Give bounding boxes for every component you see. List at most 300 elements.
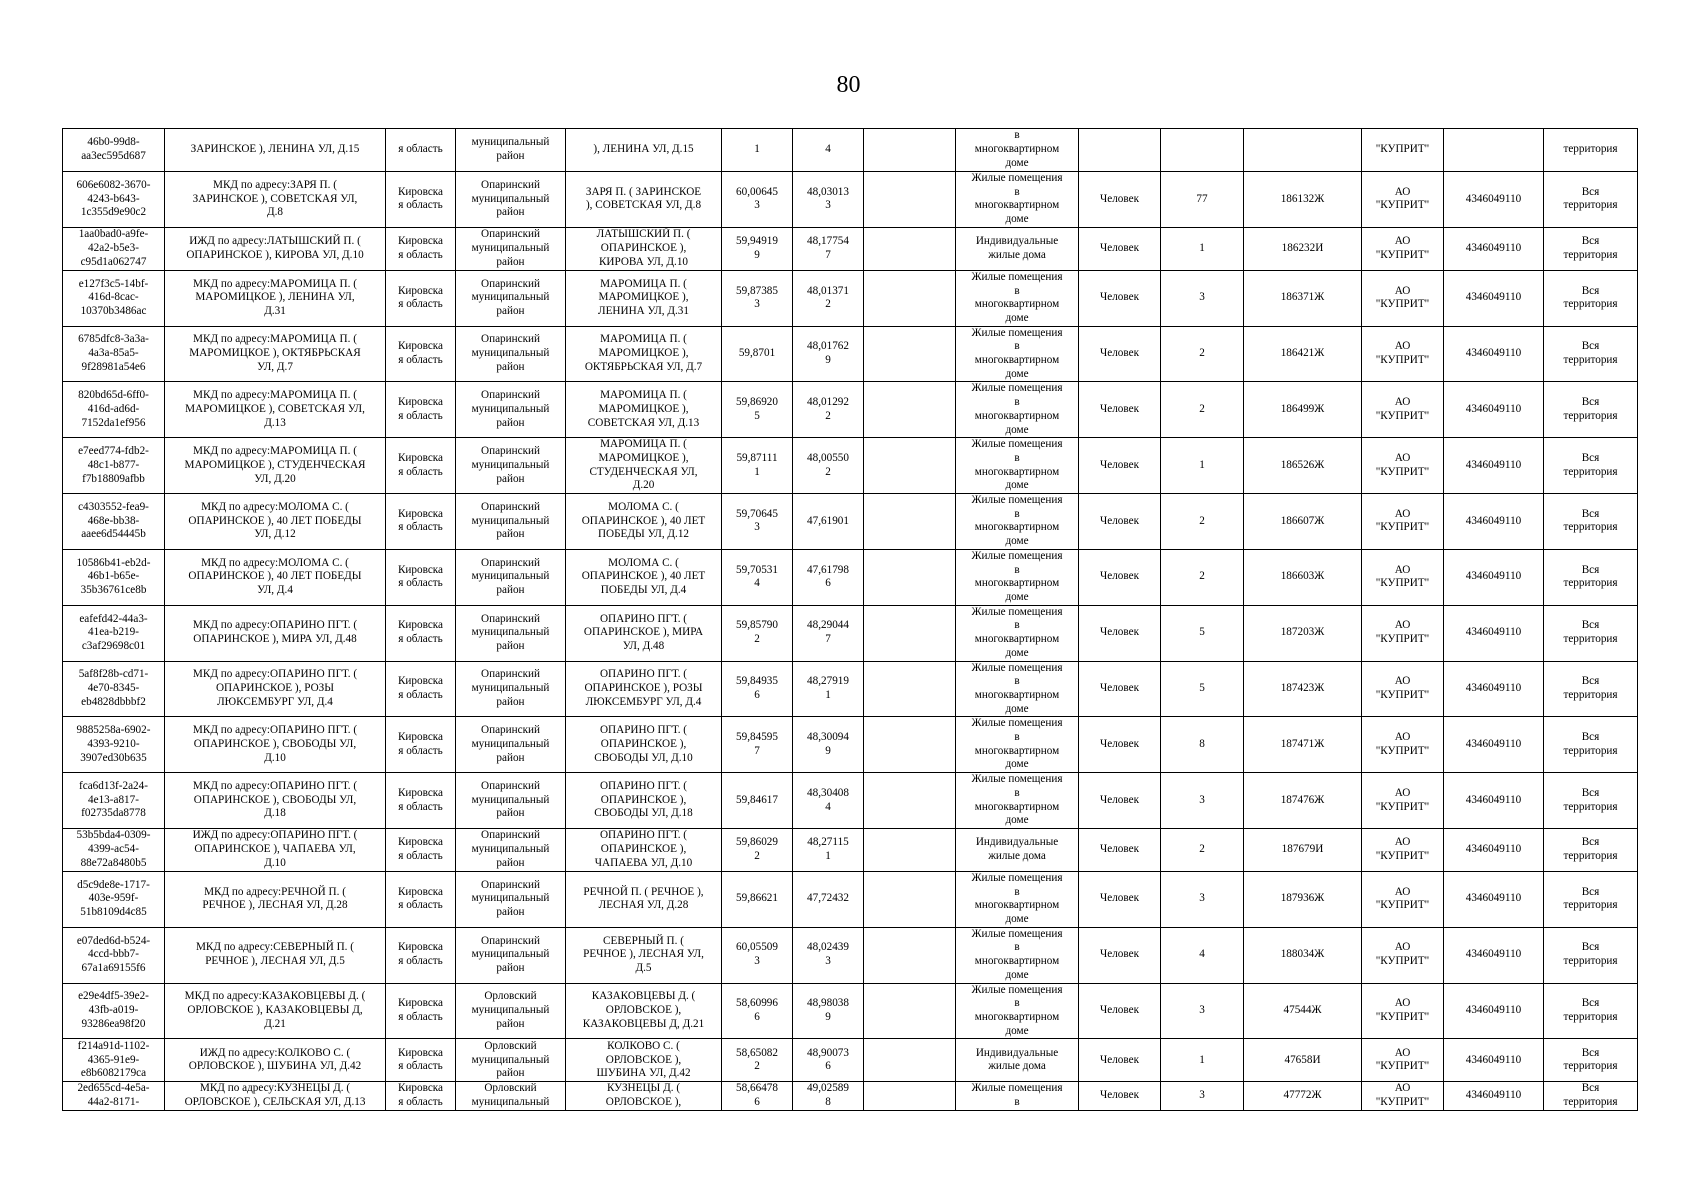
cell-latitude: 59,86920 5 [722, 382, 793, 438]
cell-unit: Человек [1079, 270, 1161, 326]
cell-code: 187679И [1244, 828, 1362, 871]
table-row [63, 227, 1638, 270]
table-row [63, 172, 1638, 228]
cell-object-id: e7eed774-fdb2- 48c1-b877- f7b18809afbb [63, 438, 165, 494]
cell-object-name: ИЖД по адресу:ОПАРИНО ПГТ. ( ОПАРИНСКОЕ ), ЧАПАЕВА УЛ, Д.10 [165, 828, 386, 871]
cell-code: 187471Ж [1244, 717, 1362, 773]
cell-count: 1 [1161, 227, 1244, 270]
cell-object-id: c4303552-fea9- 468e-bb38- aaee6d54445b [63, 494, 165, 550]
table-row [63, 1039, 1638, 1082]
cell-object-name: ИЖД по адресу:КОЛКОВО С. ( ОРЛОВСКОЕ ), ШУБИНА УЛ, Д.42 [165, 1039, 386, 1082]
cell-unit: Человек [1079, 828, 1161, 871]
cell-region: я область [386, 129, 456, 172]
cell-housing-type: Жилые помещения в многоквартирном доме [956, 661, 1079, 717]
cell-count: 2 [1161, 549, 1244, 605]
cell-object-name: МКД по адресу:МАРОМИЦА П. ( МАРОМИЦКОЕ ), СОВЕТСКАЯ УЛ, Д.13 [165, 382, 386, 438]
cell-count: 2 [1161, 828, 1244, 871]
cell-empty [864, 129, 956, 172]
table-row [63, 605, 1638, 661]
table-body [63, 129, 1638, 1111]
cell-code: 186526Ж [1244, 438, 1362, 494]
cell-region: Кировска я область [386, 828, 456, 871]
cell-longitude: 48,98038 9 [793, 983, 864, 1039]
cell-object-name: МКД по адресу:СЕВЕРНЫЙ П. ( РЕЧНОЕ ), ЛЕСНАЯ УЛ, Д.5 [165, 927, 386, 983]
cell-longitude: 48,27115 1 [793, 828, 864, 871]
cell-region: Кировска я область [386, 227, 456, 270]
cell-organization: АО "КУПРИТ" [1362, 871, 1444, 927]
cell-longitude: 47,61901 [793, 494, 864, 550]
cell-region: Кировска я область [386, 661, 456, 717]
cell-count: 3 [1161, 270, 1244, 326]
cell-district: Орловский муниципальный [456, 1082, 566, 1110]
cell-unit: Человек [1079, 983, 1161, 1039]
table-row [63, 871, 1638, 927]
cell-latitude: 59,86621 [722, 871, 793, 927]
cell-inn: 4346049110 [1444, 1082, 1544, 1110]
cell-address: ОПАРИНО ПГТ. ( ОПАРИНСКОЕ ), ЧАПАЕВА УЛ, Д.10 [566, 828, 722, 871]
cell-housing-type: Жилые помещения в многоквартирном доме [956, 549, 1079, 605]
cell-territory: Вся территория [1544, 270, 1638, 326]
cell-count: 8 [1161, 717, 1244, 773]
cell-object-name: МКД по адресу:ЗАРЯ П. ( ЗАРИНСКОЕ ), СОВЕТСКАЯ УЛ, Д.8 [165, 172, 386, 228]
cell-territory: Вся территория [1544, 927, 1638, 983]
cell-longitude: 48,30408 4 [793, 773, 864, 829]
cell-region: Кировска я область [386, 1039, 456, 1082]
cell-object-id: 10586b41-eb2d- 46b1-b65e- 35b36761ce8b [63, 549, 165, 605]
cell-object-id: e07ded6d-b524- 4ccd-bbb7- 67a1a69155f6 [63, 927, 165, 983]
cell-district: Опаринский муниципальный район [456, 871, 566, 927]
cell-organization: АО "КУПРИТ" [1362, 438, 1444, 494]
cell-address: РЕЧНОЙ П. ( РЕЧНОЕ ), ЛЕСНАЯ УЛ, Д.28 [566, 871, 722, 927]
cell-district: Опаринский муниципальный район [456, 605, 566, 661]
cell-count: 2 [1161, 494, 1244, 550]
cell-inn: 4346049110 [1444, 1039, 1544, 1082]
cell-code: 186421Ж [1244, 326, 1362, 382]
cell-organization: АО "КУПРИТ" [1362, 549, 1444, 605]
table-row [63, 129, 1638, 172]
cell-organization: АО "КУПРИТ" [1362, 172, 1444, 228]
cell-territory: Вся территория [1544, 871, 1638, 927]
cell-region: Кировска я область [386, 549, 456, 605]
cell-district: муниципальный район [456, 129, 566, 172]
cell-region: Кировска я область [386, 382, 456, 438]
cell-region: Кировска я область [386, 326, 456, 382]
cell-territory: Вся территория [1544, 661, 1638, 717]
cell-territory: Вся территория [1544, 605, 1638, 661]
cell-latitude: 58,65082 2 [722, 1039, 793, 1082]
cell-territory: Вся территория [1544, 773, 1638, 829]
cell-latitude: 59,84935 6 [722, 661, 793, 717]
cell-region: Кировска я область [386, 438, 456, 494]
cell-longitude: 47,72432 [793, 871, 864, 927]
cell-latitude: 58,60996 6 [722, 983, 793, 1039]
cell-unit: Человек [1079, 871, 1161, 927]
cell-region: Кировска я область [386, 494, 456, 550]
cell-object-name: МКД по адресу:МОЛОМА С. ( ОПАРИНСКОЕ ), 40 ЛЕТ ПОБЕДЫ УЛ, Д.12 [165, 494, 386, 550]
cell-unit: Человек [1079, 438, 1161, 494]
cell-object-id: 606e6082-3670- 4243-b643- 1c355d9e90c2 [63, 172, 165, 228]
table-row [63, 717, 1638, 773]
cell-address: МАРОМИЦА П. ( МАРОМИЦКОЕ ), СТУДЕНЧЕСКАЯ УЛ, Д.20 [566, 438, 722, 494]
cell-code: 186132Ж [1244, 172, 1362, 228]
cell-object-id: 6785dfc8-3a3a- 4a3a-85a5- 9f28981a54e6 [63, 326, 165, 382]
cell-count [1161, 129, 1244, 172]
cell-district: Опаринский муниципальный район [456, 717, 566, 773]
cell-count: 1 [1161, 438, 1244, 494]
cell-address: ОПАРИНО ПГТ. ( ОПАРИНСКОЕ ), МИРА УЛ, Д.48 [566, 605, 722, 661]
cell-housing-type: Жилые помещения в многоквартирном доме [956, 172, 1079, 228]
cell-inn: 4346049110 [1444, 773, 1544, 829]
table-row [63, 270, 1638, 326]
cell-latitude: 59,70531 4 [722, 549, 793, 605]
cell-code: 186603Ж [1244, 549, 1362, 605]
cell-housing-type: Индивидуальные жилые дома [956, 227, 1079, 270]
cell-inn: 4346049110 [1444, 326, 1544, 382]
cell-count: 77 [1161, 172, 1244, 228]
cell-address: ОПАРИНО ПГТ. ( ОПАРИНСКОЕ ), РОЗЫ ЛЮКСЕМБУРГ УЛ, Д.4 [566, 661, 722, 717]
cell-latitude: 59,85790 2 [722, 605, 793, 661]
cell-territory: Вся территория [1544, 172, 1638, 228]
table-row [63, 927, 1638, 983]
cell-longitude: 49,02589 8 [793, 1082, 864, 1110]
cell-empty [864, 717, 956, 773]
cell-longitude: 48,90073 6 [793, 1039, 864, 1082]
cell-district: Опаринский муниципальный район [456, 270, 566, 326]
cell-organization: АО "КУПРИТ" [1362, 326, 1444, 382]
cell-organization: АО "КУПРИТ" [1362, 773, 1444, 829]
cell-code: 187423Ж [1244, 661, 1362, 717]
cell-object-name: МКД по адресу:МАРОМИЦА П. ( МАРОМИЦКОЕ ), ОКТЯБРЬСКАЯ УЛ, Д.7 [165, 326, 386, 382]
cell-organization: АО "КУПРИТ" [1362, 227, 1444, 270]
cell-inn: 4346049110 [1444, 983, 1544, 1039]
cell-object-name: МКД по адресу:КАЗАКОВЦЕВЫ Д. ( ОРЛОВСКОЕ ), КАЗАКОВЦЕВЫ Д, Д.21 [165, 983, 386, 1039]
cell-organization: АО "КУПРИТ" [1362, 270, 1444, 326]
cell-longitude: 48,01762 9 [793, 326, 864, 382]
cell-address: ЗАРЯ П. ( ЗАРИНСКОЕ ), СОВЕТСКАЯ УЛ, Д.8 [566, 172, 722, 228]
cell-housing-type: Жилые помещения в многоквартирном доме [956, 717, 1079, 773]
cell-unit: Человек [1079, 717, 1161, 773]
cell-count: 3 [1161, 871, 1244, 927]
cell-latitude: 58,66478 6 [722, 1082, 793, 1110]
cell-unit: Человек [1079, 1039, 1161, 1082]
cell-organization: АО "КУПРИТ" [1362, 661, 1444, 717]
cell-code: 187476Ж [1244, 773, 1362, 829]
cell-territory: Вся территория [1544, 494, 1638, 550]
cell-organization: АО "КУПРИТ" [1362, 927, 1444, 983]
cell-district: Орловский муниципальный район [456, 983, 566, 1039]
cell-longitude: 48,00550 2 [793, 438, 864, 494]
cell-latitude: 59,84595 7 [722, 717, 793, 773]
cell-object-id: 53b5bda4-0309- 4399-ac54- 88e72a8480b5 [63, 828, 165, 871]
cell-housing-type: Жилые помещения в многоквартирном доме [956, 605, 1079, 661]
cell-region: Кировска я область [386, 172, 456, 228]
cell-latitude: 59,94919 9 [722, 227, 793, 270]
cell-inn: 4346049110 [1444, 172, 1544, 228]
cell-district: Опаринский муниципальный район [456, 382, 566, 438]
cell-latitude: 59,87385 3 [722, 270, 793, 326]
cell-object-id: f214a91d-1102- 4365-91e9- e8b6082179ca [63, 1039, 165, 1082]
cell-district: Опаринский муниципальный район [456, 438, 566, 494]
cell-unit: Человек [1079, 605, 1161, 661]
cell-inn: 4346049110 [1444, 871, 1544, 927]
cell-object-name: ИЖД по адресу:ЛАТЫШСКИЙ П. ( ОПАРИНСКОЕ ), КИРОВА УЛ, Д.10 [165, 227, 386, 270]
cell-housing-type: Жилые помещения в многоквартирном доме [956, 382, 1079, 438]
cell-latitude: 59,8701 [722, 326, 793, 382]
cell-empty [864, 773, 956, 829]
cell-address: МАРОМИЦА П. ( МАРОМИЦКОЕ ), ОКТЯБРЬСКАЯ УЛ, Д.7 [566, 326, 722, 382]
cell-district: Опаринский муниципальный район [456, 494, 566, 550]
cell-object-id: 1aa0bad0-a9fe- 42a2-b5e3- c95d1a062747 [63, 227, 165, 270]
cell-object-id: 820bd65d-6ff0- 416d-ad6d- 7152da1ef956 [63, 382, 165, 438]
cell-code: 186499Ж [1244, 382, 1362, 438]
cell-code: 47544Ж [1244, 983, 1362, 1039]
cell-inn: 4346049110 [1444, 227, 1544, 270]
cell-latitude: 60,00645 3 [722, 172, 793, 228]
cell-empty [864, 326, 956, 382]
cell-empty [864, 871, 956, 927]
cell-empty [864, 1039, 956, 1082]
cell-object-name: МКД по адресу:ОПАРИНО ПГТ. ( ОПАРИНСКОЕ ), МИРА УЛ, Д.48 [165, 605, 386, 661]
cell-empty [864, 828, 956, 871]
table-row [63, 828, 1638, 871]
cell-address: ЛАТЫШСКИЙ П. ( ОПАРИНСКОЕ ), КИРОВА УЛ, Д.10 [566, 227, 722, 270]
cell-latitude: 59,84617 [722, 773, 793, 829]
cell-inn: 4346049110 [1444, 270, 1544, 326]
cell-empty [864, 494, 956, 550]
cell-count: 2 [1161, 326, 1244, 382]
cell-code: 187936Ж [1244, 871, 1362, 927]
cell-code: 187203Ж [1244, 605, 1362, 661]
cell-unit: Человек [1079, 1082, 1161, 1110]
cell-object-id: 5af8f28b-cd71- 4e70-8345- eb4828dbbbf2 [63, 661, 165, 717]
cell-object-name: ЗАРИНСКОЕ ), ЛЕНИНА УЛ, Д.15 [165, 129, 386, 172]
cell-territory: Вся территория [1544, 326, 1638, 382]
cell-inn: 4346049110 [1444, 927, 1544, 983]
cell-empty [864, 438, 956, 494]
cell-address: ОПАРИНО ПГТ. ( ОПАРИНСКОЕ ), СВОБОДЫ УЛ, Д.10 [566, 717, 722, 773]
cell-latitude: 1 [722, 129, 793, 172]
cell-inn: 4346049110 [1444, 549, 1544, 605]
cell-address: КУЗНЕЦЫ Д. ( ОРЛОВСКОЕ ), [566, 1082, 722, 1110]
cell-territory: территория [1544, 129, 1638, 172]
cell-unit: Человек [1079, 927, 1161, 983]
table-row [63, 983, 1638, 1039]
cell-empty [864, 661, 956, 717]
page-number: 80 [836, 72, 861, 98]
cell-inn: 4346049110 [1444, 438, 1544, 494]
cell-address: ), ЛЕНИНА УЛ, Д.15 [566, 129, 722, 172]
cell-longitude: 48,03013 3 [793, 172, 864, 228]
cell-longitude: 48,27919 1 [793, 661, 864, 717]
table-row [63, 326, 1638, 382]
cell-district: Опаринский муниципальный район [456, 549, 566, 605]
cell-unit: Человек [1079, 549, 1161, 605]
cell-code: 186232И [1244, 227, 1362, 270]
cell-code: 47658И [1244, 1039, 1362, 1082]
cell-organization: АО "КУПРИТ" [1362, 983, 1444, 1039]
cell-code: 186607Ж [1244, 494, 1362, 550]
cell-object-name: МКД по адресу:МАРОМИЦА П. ( МАРОМИЦКОЕ ), ЛЕНИНА УЛ, Д.31 [165, 270, 386, 326]
cell-housing-type: Жилые помещения в многоквартирном доме [956, 983, 1079, 1039]
cell-longitude: 4 [793, 129, 864, 172]
cell-territory: Вся территория [1544, 828, 1638, 871]
cell-object-name: МКД по адресу:ОПАРИНО ПГТ. ( ОПАРИНСКОЕ ), СВОБОДЫ УЛ, Д.18 [165, 773, 386, 829]
cell-empty [864, 270, 956, 326]
cell-empty [864, 382, 956, 438]
cell-count: 5 [1161, 661, 1244, 717]
cell-object-id: eafefd42-44a3- 41ea-b219- c3af29698c01 [63, 605, 165, 661]
cell-count: 5 [1161, 605, 1244, 661]
cell-empty [864, 605, 956, 661]
table-row [63, 549, 1638, 605]
table-row [63, 1082, 1638, 1110]
cell-longitude: 48,02439 3 [793, 927, 864, 983]
table-row [63, 661, 1638, 717]
cell-address: МОЛОМА С. ( ОПАРИНСКОЕ ), 40 ЛЕТ ПОБЕДЫ УЛ, Д.4 [566, 549, 722, 605]
cell-address: КАЗАКОВЦЕВЫ Д. ( ОРЛОВСКОЕ ), КАЗАКОВЦЕВЫ Д, Д.21 [566, 983, 722, 1039]
cell-region: Кировска я область [386, 270, 456, 326]
cell-longitude: 47,61798 6 [793, 549, 864, 605]
cell-object-id: e29e4df5-39e2- 43fb-a019- 93286ea98f20 [63, 983, 165, 1039]
cell-territory: Вся территория [1544, 983, 1638, 1039]
cell-unit: Человек [1079, 227, 1161, 270]
cell-code: 186371Ж [1244, 270, 1362, 326]
cell-region: Кировска я область [386, 605, 456, 661]
cell-district: Опаринский муниципальный район [456, 661, 566, 717]
cell-longitude: 48,01292 2 [793, 382, 864, 438]
cell-inn: 4346049110 [1444, 828, 1544, 871]
cell-object-id: fca6d13f-2a24- 4e13-a817- f02735da8778 [63, 773, 165, 829]
cell-housing-type: Жилые помещения в многоквартирном доме [956, 494, 1079, 550]
cell-object-name: МКД по адресу:ОПАРИНО ПГТ. ( ОПАРИНСКОЕ ), СВОБОДЫ УЛ, Д.10 [165, 717, 386, 773]
cell-count: 4 [1161, 927, 1244, 983]
cell-organization: АО "КУПРИТ" [1362, 382, 1444, 438]
cell-count: 3 [1161, 983, 1244, 1039]
cell-unit: Человек [1079, 661, 1161, 717]
cell-district: Опаринский муниципальный район [456, 326, 566, 382]
cell-district: Опаринский муниципальный район [456, 773, 566, 829]
cell-object-id: 46b0-99d8- aa3ec595d687 [63, 129, 165, 172]
cell-longitude: 48,30094 9 [793, 717, 864, 773]
cell-housing-type: Жилые помещения в многоквартирном доме [956, 773, 1079, 829]
cell-region: Кировска я область [386, 927, 456, 983]
cell-object-name: МКД по адресу:МАРОМИЦА П. ( МАРОМИЦКОЕ ), СТУДЕНЧЕСКАЯ УЛ, Д.20 [165, 438, 386, 494]
cell-empty [864, 1082, 956, 1110]
cell-housing-type: Жилые помещения в многоквартирном доме [956, 871, 1079, 927]
cell-code [1244, 129, 1362, 172]
cell-address: КОЛКОВО С. ( ОРЛОВСКОЕ ), ШУБИНА УЛ, Д.42 [566, 1039, 722, 1082]
cell-count: 3 [1161, 773, 1244, 829]
cell-object-name: МКД по адресу:МОЛОМА С. ( ОПАРИНСКОЕ ), 40 ЛЕТ ПОБЕДЫ УЛ, Д.4 [165, 549, 386, 605]
cell-code: 47772Ж [1244, 1082, 1362, 1110]
cell-inn: 4346049110 [1444, 661, 1544, 717]
cell-district: Опаринский муниципальный район [456, 927, 566, 983]
cell-empty [864, 172, 956, 228]
table-row [63, 382, 1638, 438]
cell-address: МАРОМИЦА П. ( МАРОМИЦКОЕ ), ЛЕНИНА УЛ, Д.31 [566, 270, 722, 326]
cell-object-name: МКД по адресу:ОПАРИНО ПГТ. ( ОПАРИНСКОЕ ), РОЗЫ ЛЮКСЕМБУРГ УЛ, Д.4 [165, 661, 386, 717]
cell-inn: 4346049110 [1444, 605, 1544, 661]
cell-housing-type: Индивидуальные жилые дома [956, 828, 1079, 871]
cell-housing-type: в многоквартирном доме [956, 129, 1079, 172]
cell-longitude: 48,17754 7 [793, 227, 864, 270]
table-row [63, 438, 1638, 494]
cell-inn: 4346049110 [1444, 382, 1544, 438]
cell-housing-type: Жилые помещения в многоквартирном доме [956, 270, 1079, 326]
table-row [63, 773, 1638, 829]
cell-empty [864, 227, 956, 270]
cell-address: ОПАРИНО ПГТ. ( ОПАРИНСКОЕ ), СВОБОДЫ УЛ, Д.18 [566, 773, 722, 829]
cell-region: Кировска я область [386, 773, 456, 829]
cell-latitude: 59,86029 2 [722, 828, 793, 871]
cell-object-id: 9885258a-6902- 4393-9210- 3907ed30b635 [63, 717, 165, 773]
cell-address: СЕВЕРНЫЙ П. ( РЕЧНОЕ ), ЛЕСНАЯ УЛ, Д.5 [566, 927, 722, 983]
cell-empty [864, 983, 956, 1039]
cell-longitude: 48,29044 7 [793, 605, 864, 661]
cell-territory: Вся территория [1544, 717, 1638, 773]
cell-region: Кировска я область [386, 1082, 456, 1110]
cell-housing-type: Жилые помещения в многоквартирном доме [956, 927, 1079, 983]
cell-empty [864, 549, 956, 605]
cell-unit: Человек [1079, 773, 1161, 829]
cell-territory: Вся территория [1544, 227, 1638, 270]
cell-object-name: МКД по адресу:РЕЧНОЙ П. ( РЕЧНОЕ ), ЛЕСНАЯ УЛ, Д.28 [165, 871, 386, 927]
cell-latitude: 59,70645 3 [722, 494, 793, 550]
cell-district: Опаринский муниципальный район [456, 828, 566, 871]
cell-territory: Вся территория [1544, 382, 1638, 438]
cell-organization: АО "КУПРИТ" [1362, 1039, 1444, 1082]
table-row [63, 494, 1638, 550]
cell-count: 3 [1161, 1082, 1244, 1110]
cell-unit: Человек [1079, 494, 1161, 550]
cell-territory: Вся территория [1544, 1082, 1638, 1110]
cell-territory: Вся территория [1544, 438, 1638, 494]
cell-count: 2 [1161, 382, 1244, 438]
cell-latitude: 59,87111 1 [722, 438, 793, 494]
cell-object-id: 2ed655cd-4e5a- 44a2-8171- [63, 1082, 165, 1110]
cell-organization: АО "КУПРИТ" [1362, 828, 1444, 871]
cell-organization: АО "КУПРИТ" [1362, 605, 1444, 661]
cell-unit: Человек [1079, 326, 1161, 382]
cell-organization: АО "КУПРИТ" [1362, 1082, 1444, 1110]
cell-organization: "КУПРИТ" [1362, 129, 1444, 172]
cell-housing-type: Жилые помещения в многоквартирном доме [956, 326, 1079, 382]
cell-code: 188034Ж [1244, 927, 1362, 983]
cell-latitude: 60,05509 3 [722, 927, 793, 983]
cell-address: МАРОМИЦА П. ( МАРОМИЦКОЕ ), СОВЕТСКАЯ УЛ, Д.13 [566, 382, 722, 438]
cell-empty [864, 927, 956, 983]
cell-inn [1444, 129, 1544, 172]
cell-housing-type: Индивидуальные жилые дома [956, 1039, 1079, 1082]
cell-organization: АО "КУПРИТ" [1362, 717, 1444, 773]
cell-organization: АО "КУПРИТ" [1362, 494, 1444, 550]
cell-district: Опаринский муниципальный район [456, 172, 566, 228]
registry-table [62, 128, 1638, 1111]
cell-unit [1079, 129, 1161, 172]
cell-inn: 4346049110 [1444, 717, 1544, 773]
cell-district: Опаринский муниципальный район [456, 227, 566, 270]
cell-territory: Вся территория [1544, 1039, 1638, 1082]
cell-object-name: МКД по адресу:КУЗНЕЦЫ Д. ( ОРЛОВСКОЕ ), СЕЛЬСКАЯ УЛ, Д.13 [165, 1082, 386, 1110]
cell-inn: 4346049110 [1444, 494, 1544, 550]
cell-object-id: e127f3c5-14bf- 416d-8cac- 10370b3486ac [63, 270, 165, 326]
cell-unit: Человек [1079, 172, 1161, 228]
cell-unit: Человек [1079, 382, 1161, 438]
cell-region: Кировска я область [386, 983, 456, 1039]
cell-territory: Вся территория [1544, 549, 1638, 605]
cell-region: Кировска я область [386, 871, 456, 927]
cell-object-id: d5c9de8e-1717- 403e-959f- 51b8109d4c85 [63, 871, 165, 927]
